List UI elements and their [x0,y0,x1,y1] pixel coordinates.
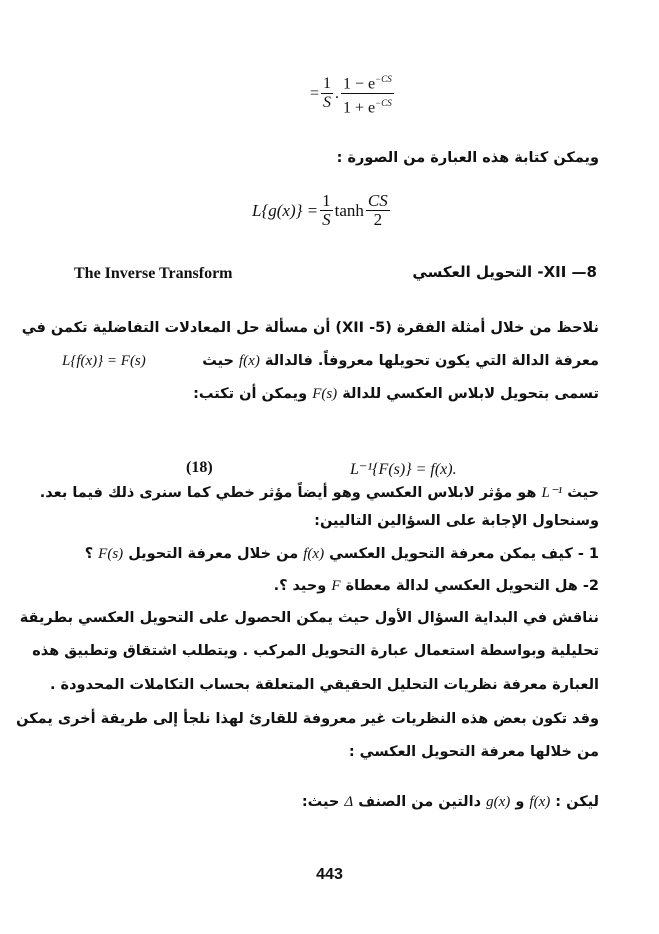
line-write-form: ويمكن كتابة هذه العبارة من الصورة : [336,150,599,166]
paragraph3-line1: نناقش في البداية السؤال الأول حيث يمكن الحصول على التحويل العكسي بطريقة [19,610,599,626]
paragraph1-line1: نلاحظ من خلال أمثلة الفقرة (XII -5) أن مسألة حل المعادلات التفاضلية تكمن في [21,320,599,336]
equation-tanh: L{g(x)} = $\frac{1}{S}$ tanh $\frac{CS}{2}$ [252,191,388,229]
definition-line: ليكن : f(x) و g(x) دالتين من الصنف Δ حيث: [301,794,599,810]
equals-sign: = [310,84,320,102]
section-heading-english: The Inverse Transform [74,265,233,282]
paragraph2-line2: وسنحاول الإجابة على السؤالين التاليين: [314,513,599,529]
paragraph3-line3: العبارة معرفة نظريات التحليل الحقيقي المتعلقة بحساب التكاملات المحدودة . [49,677,599,693]
page-number: 443 [316,866,343,883]
fraction-one-over-s: $\frac{1}{S}$ [323,75,332,112]
section-heading-arabic: XII —8- التحويل العكسي [412,263,597,281]
paragraph2-line1: حيث L⁻¹ هو مؤثر لابلاس العكسي وهو أيضاً مؤثر خطي كما سنرى ذلك فيما بعد. [39,485,599,501]
equation-number: (18) [186,459,213,476]
question-2: 2- هل التحويل العكسي لدالة معطاة F وحيد ؟. [273,578,599,594]
paragraph3-line2: تحليلية وبواسطة استعمال عبارة التحويل المركب . ويتطلب اشتقاق وتطبيق هذه [32,643,599,659]
paragraph3-line5: من خلالها معرفة التحويل العكسي : [348,744,599,760]
paragraph3-line4: وقد تكون بعض هذه النظريات غير معروفة للقارئ لهذا نلجأ إلى طريقة أخرى يمكن [16,711,599,727]
paragraph1-line2: معرفة الدالة التي يكون تحويلها معروفاً. فالدالة f(x) حيث L{f(x)} = F(s) [62,353,599,369]
equation-18: L⁻¹{F(s)} = f(x). [350,461,457,478]
question-1: 1 - كيف يمكن معرفة التحويل العكسي f(x) من خلال معرفة التحويل F(s) ؟ [84,546,599,562]
fraction-exp: $\frac{1 - e^{-CS}}{1 + e^{-CS}}$ [341,70,394,118]
dot-operator: . [335,84,340,102]
equation-top [310,70,396,118]
paragraph1-line3: تسمى بتحويل لابلاس العكسي للدالة F(s) ويمكن أن تكتب: [193,386,599,402]
